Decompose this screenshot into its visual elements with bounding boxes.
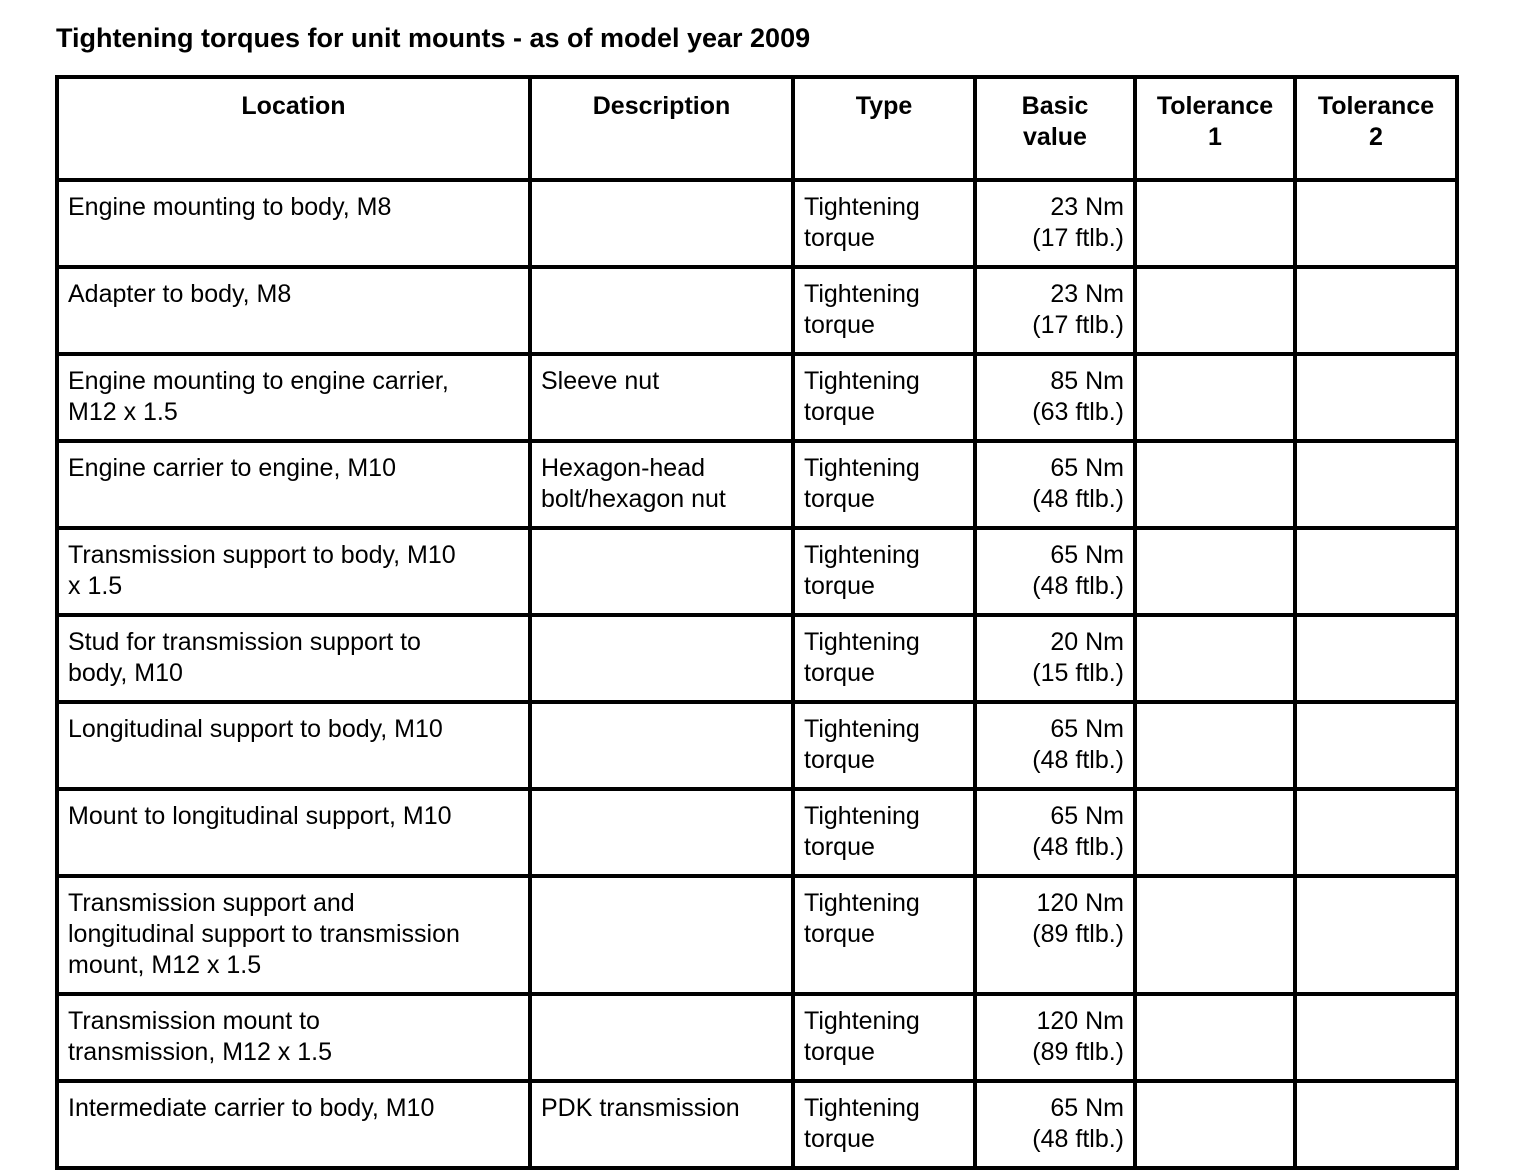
tolerance-1-cell bbox=[1135, 267, 1295, 354]
type-cell bbox=[793, 354, 975, 441]
cell-text: (48 ftlb.) bbox=[1032, 485, 1124, 513]
tolerance-1-cell bbox=[1135, 615, 1295, 702]
cell-text: Mount to longitudinal support, M10 bbox=[68, 802, 452, 830]
cell-text: torque bbox=[804, 920, 875, 948]
tolerance-2-cell bbox=[1295, 1081, 1457, 1168]
basic-value-cell bbox=[975, 876, 1135, 994]
table-row bbox=[57, 528, 1457, 615]
cell-text: Tightening bbox=[804, 454, 920, 482]
cell-text: Intermediate carrier to body, M10 bbox=[68, 1094, 435, 1122]
cell-text: (89 ftlb.) bbox=[1032, 1038, 1124, 1066]
cell-text: (63 ftlb.) bbox=[1032, 398, 1124, 426]
basic-value-cell bbox=[975, 267, 1135, 354]
cell-text: 85 Nm bbox=[1050, 367, 1124, 395]
cell-text: Tightening bbox=[804, 1007, 920, 1035]
basic-value-cell bbox=[975, 615, 1135, 702]
header-text: Description bbox=[592, 92, 731, 120]
cell-text: torque bbox=[804, 311, 875, 339]
cell-text: 65 Nm bbox=[1050, 802, 1124, 830]
location-cell bbox=[57, 615, 530, 702]
header-text: Tolerance bbox=[1317, 92, 1435, 120]
cell-text: 20 Nm bbox=[1050, 628, 1124, 656]
header-description bbox=[530, 77, 793, 180]
tolerance-1-cell bbox=[1135, 876, 1295, 994]
cell-text: Tightening bbox=[804, 802, 920, 830]
table-row bbox=[57, 789, 1457, 876]
table-header-row bbox=[57, 77, 1457, 180]
tolerance-1-cell bbox=[1135, 354, 1295, 441]
tolerance-2-cell bbox=[1295, 267, 1457, 354]
description-cell bbox=[530, 1081, 793, 1168]
basic-value-cell bbox=[975, 441, 1135, 528]
cell-text: (17 ftlb.) bbox=[1032, 224, 1124, 252]
header-text: Basic bbox=[1021, 92, 1089, 120]
table-row bbox=[57, 615, 1457, 702]
cell-text: Tightening bbox=[804, 1094, 920, 1122]
cell-text: M12 x 1.5 bbox=[68, 398, 178, 426]
type-cell bbox=[793, 876, 975, 994]
cell-text: 65 Nm bbox=[1050, 1094, 1124, 1122]
header-text: value bbox=[1023, 123, 1087, 151]
cell-text: 65 Nm bbox=[1050, 541, 1124, 569]
tolerance-1-cell bbox=[1135, 702, 1295, 789]
table-row bbox=[57, 267, 1457, 354]
description-cell bbox=[530, 180, 793, 267]
cell-text: longitudinal support to transmission bbox=[68, 920, 460, 948]
torque-table bbox=[55, 75, 1459, 1170]
cell-text: Transmission mount to bbox=[68, 1007, 320, 1035]
basic-value-cell bbox=[975, 789, 1135, 876]
table-row bbox=[57, 702, 1457, 789]
table-row bbox=[57, 441, 1457, 528]
basic-value-cell bbox=[975, 180, 1135, 267]
location-cell bbox=[57, 876, 530, 994]
header-text: Location bbox=[241, 92, 346, 120]
cell-text: Tightening bbox=[804, 889, 920, 917]
tolerance-1-cell bbox=[1135, 789, 1295, 876]
table-row bbox=[57, 994, 1457, 1081]
basic-value-cell bbox=[975, 1081, 1135, 1168]
location-cell bbox=[57, 702, 530, 789]
header-type bbox=[793, 77, 975, 180]
location-cell bbox=[57, 1081, 530, 1168]
header-text: 2 bbox=[1369, 123, 1383, 151]
tolerance-2-cell bbox=[1295, 789, 1457, 876]
location-cell bbox=[57, 267, 530, 354]
cell-text: 23 Nm bbox=[1050, 193, 1124, 221]
basic-value-cell bbox=[975, 528, 1135, 615]
cell-text: 65 Nm bbox=[1050, 715, 1124, 743]
tolerance-1-cell bbox=[1135, 528, 1295, 615]
cell-text: (15 ftlb.) bbox=[1032, 659, 1124, 687]
basic-value-cell bbox=[975, 994, 1135, 1081]
location-cell bbox=[57, 528, 530, 615]
type-cell bbox=[793, 615, 975, 702]
description-cell bbox=[530, 615, 793, 702]
table-row bbox=[57, 1081, 1457, 1168]
cell-text: Tightening bbox=[804, 715, 920, 743]
type-cell bbox=[793, 789, 975, 876]
basic-value-cell bbox=[975, 702, 1135, 789]
cell-text: torque bbox=[804, 485, 875, 513]
cell-text: transmission, M12 x 1.5 bbox=[68, 1038, 332, 1066]
cell-text: Tightening bbox=[804, 628, 920, 656]
cell-text: Longitudinal support to body, M10 bbox=[68, 715, 443, 743]
cell-text: Hexagon-head bbox=[541, 454, 706, 482]
tolerance-1-cell bbox=[1135, 994, 1295, 1081]
cell-text: 120 Nm bbox=[1036, 889, 1124, 917]
cell-text: Tightening bbox=[804, 280, 920, 308]
tolerance-1-cell bbox=[1135, 441, 1295, 528]
cell-text: 120 Nm bbox=[1036, 1007, 1124, 1035]
cell-text: Tightening bbox=[804, 541, 920, 569]
cell-text: Engine mounting to engine carrier, bbox=[68, 367, 449, 395]
description-cell bbox=[530, 994, 793, 1081]
cell-text: (48 ftlb.) bbox=[1032, 833, 1124, 861]
description-cell bbox=[530, 267, 793, 354]
location-cell bbox=[57, 180, 530, 267]
cell-text: (48 ftlb.) bbox=[1032, 1125, 1124, 1153]
cell-text: Adapter to body, M8 bbox=[68, 280, 292, 308]
tolerance-2-cell bbox=[1295, 180, 1457, 267]
location-cell bbox=[57, 354, 530, 441]
tolerance-2-cell bbox=[1295, 994, 1457, 1081]
header-tolerance-1 bbox=[1135, 77, 1295, 180]
location-cell bbox=[57, 789, 530, 876]
header-text: 1 bbox=[1208, 123, 1222, 151]
cell-text: Tightening bbox=[804, 193, 920, 221]
description-cell bbox=[530, 354, 793, 441]
page-title: Tightening torques for unit mounts - as of model year 2009 bbox=[56, 23, 811, 53]
cell-text: body, M10 bbox=[68, 659, 183, 687]
cell-text: Engine mounting to body, M8 bbox=[68, 193, 392, 221]
type-cell bbox=[793, 1081, 975, 1168]
cell-text: x 1.5 bbox=[68, 572, 123, 600]
basic-value-cell bbox=[975, 354, 1135, 441]
description-cell bbox=[530, 528, 793, 615]
header-text: Tolerance bbox=[1156, 92, 1274, 120]
cell-text: Stud for transmission support to bbox=[68, 628, 421, 656]
cell-text: 23 Nm bbox=[1050, 280, 1124, 308]
type-cell bbox=[793, 994, 975, 1081]
cell-text: torque bbox=[804, 1125, 875, 1153]
cell-text: torque bbox=[804, 746, 875, 774]
cell-text: (48 ftlb.) bbox=[1032, 746, 1124, 774]
header-location bbox=[57, 77, 530, 180]
type-cell bbox=[793, 441, 975, 528]
tolerance-2-cell bbox=[1295, 441, 1457, 528]
tolerance-2-cell bbox=[1295, 876, 1457, 994]
table-row bbox=[57, 354, 1457, 441]
header-tolerance-2 bbox=[1295, 77, 1457, 180]
header-text: Type bbox=[855, 92, 913, 120]
cell-text: torque bbox=[804, 1038, 875, 1066]
cell-text: Engine carrier to engine, M10 bbox=[68, 454, 396, 482]
description-cell bbox=[530, 789, 793, 876]
cell-text: Sleeve nut bbox=[541, 367, 660, 395]
cell-text: torque bbox=[804, 833, 875, 861]
description-cell bbox=[530, 702, 793, 789]
type-cell bbox=[793, 180, 975, 267]
table-row bbox=[57, 180, 1457, 267]
type-cell bbox=[793, 702, 975, 789]
description-cell bbox=[530, 441, 793, 528]
cell-text: torque bbox=[804, 659, 875, 687]
tolerance-1-cell bbox=[1135, 180, 1295, 267]
table-body bbox=[57, 180, 1457, 1168]
cell-text: torque bbox=[804, 398, 875, 426]
cell-text: mount, M12 x 1.5 bbox=[68, 951, 262, 979]
type-cell bbox=[793, 528, 975, 615]
cell-text: torque bbox=[804, 572, 875, 600]
cell-text: torque bbox=[804, 224, 875, 252]
cell-text: Transmission support to body, M10 bbox=[68, 541, 456, 569]
tolerance-2-cell bbox=[1295, 354, 1457, 441]
location-cell bbox=[57, 441, 530, 528]
cell-text: PDK transmission bbox=[541, 1094, 740, 1122]
cell-text: Transmission support and bbox=[68, 889, 355, 917]
tolerance-2-cell bbox=[1295, 615, 1457, 702]
type-cell bbox=[793, 267, 975, 354]
cell-text: (89 ftlb.) bbox=[1032, 920, 1124, 948]
cell-text: bolt/hexagon nut bbox=[541, 485, 726, 513]
location-cell bbox=[57, 994, 530, 1081]
header-basic-value bbox=[975, 77, 1135, 180]
cell-text: 65 Nm bbox=[1050, 454, 1124, 482]
description-cell bbox=[530, 876, 793, 994]
tolerance-2-cell bbox=[1295, 702, 1457, 789]
tolerance-2-cell bbox=[1295, 528, 1457, 615]
cell-text: Tightening bbox=[804, 367, 920, 395]
table-row bbox=[57, 876, 1457, 994]
tolerance-1-cell bbox=[1135, 1081, 1295, 1168]
cell-text: (17 ftlb.) bbox=[1032, 311, 1124, 339]
cell-text: (48 ftlb.) bbox=[1032, 572, 1124, 600]
